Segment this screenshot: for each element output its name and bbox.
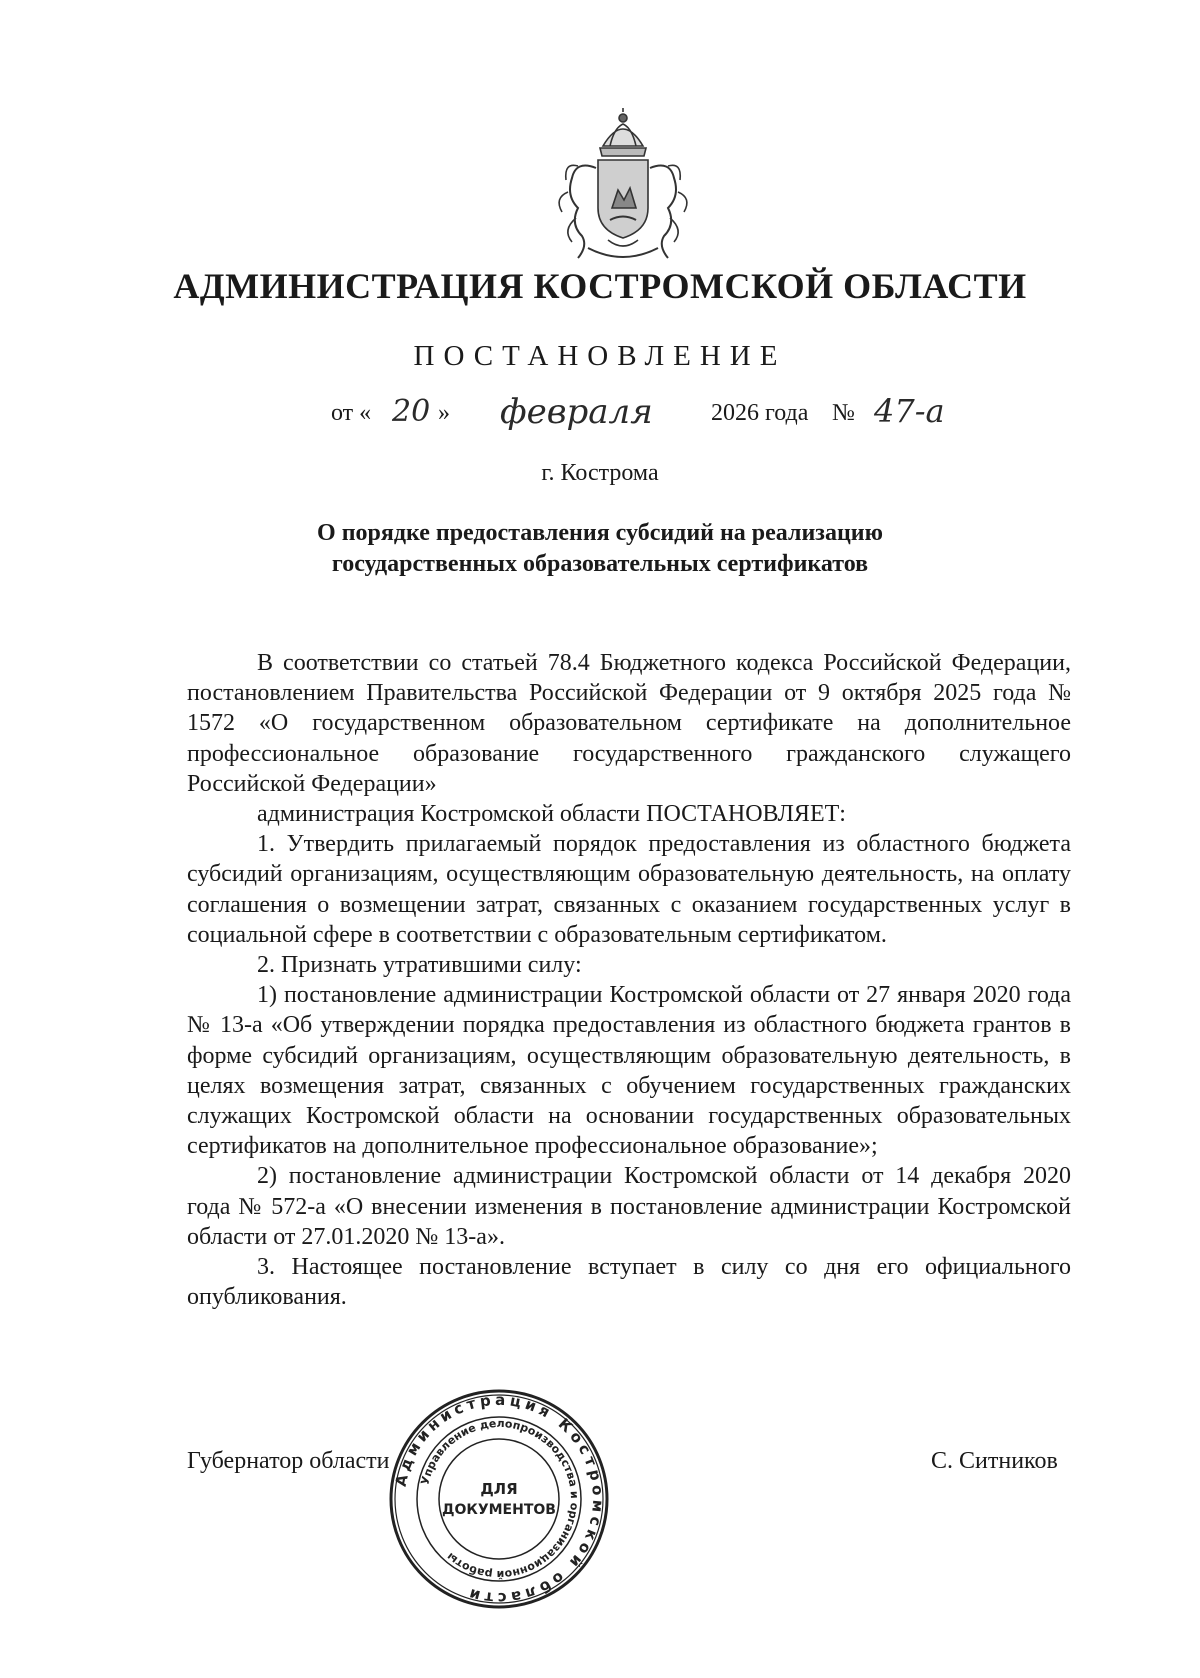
- item-1-paragraph: 1. Утвердить прилагаемый порядок предоставления из областного бюджета субсидий организациям, осуществляющим образовательную деятельность, на оплату соглашения о возмещении затрат, связанных с оказанием государственных услуг в социальной сфере в соответствии с образовательным сертификатом.: [187, 831, 1071, 948]
- document-title: [150, 518, 1050, 580]
- item-2-1-paragraph: 1) постановление администрации Костромской области от 27 января 2020 года № 13-а «Об утверждении порядка предоставления из областного бюджета грантов в форме субсидий организациям, осуществляющим образовательную деятельность, в целях возмещения затрат, связанных с обучением государственных гражданских служащих Костромской области на основании государственных образовательных сертификатов на дополнительное профессиональное образование»;: [187, 982, 1071, 1160]
- document-title-line2: государственных образовательных сертификатов: [331, 551, 869, 577]
- signature-position: Губернатор области: [187, 1448, 390, 1474]
- number-sign: №: [832, 400, 855, 426]
- signature-name: С. Ситников: [931, 1448, 1058, 1474]
- date-day: 20: [392, 394, 431, 429]
- date-prefix: от «: [331, 400, 372, 426]
- official-stamp: [388, 1388, 610, 1610]
- document-body: [187, 648, 1071, 1312]
- item-3-paragraph: 3. Настоящее постановление вступает в силу со дня его официального опубликования.: [187, 1254, 1071, 1311]
- date-quote-close: »: [438, 400, 450, 426]
- stamp-outer-text: Администрация Костромской области: [391, 1390, 608, 1608]
- date-year: 2026 года: [711, 400, 809, 426]
- document-number: 47-а: [874, 392, 945, 430]
- document-type: ПОСТАНОВЛЕНИЕ: [413, 340, 787, 372]
- date-month: февраля: [500, 392, 653, 432]
- stamp-center-line2: ДОКУМЕНТОВ: [442, 1502, 556, 1518]
- city: г. Кострома: [541, 460, 659, 486]
- svg-text:Управление делопроизводства и: [418, 1417, 581, 1581]
- coat-of-arms-icon: [548, 108, 698, 268]
- organization-title: АДМИНИСТРАЦИЯ КОСТРОМСКОЙ ОБЛАСТИ: [173, 266, 1027, 306]
- item-2-2-paragraph: 2) постановление администрации Костромской области от 14 декабря 2020 года № 572-а «О внесении изменения в постановление администрации Костромской области от 27.01.2020 № 13-а».: [187, 1163, 1071, 1250]
- resolves-paragraph: администрация Костромской области ПОСТАНОВЛЯЕТ:: [257, 801, 846, 828]
- date-line: [0, 392, 1200, 448]
- document-title-line1: О порядке предоставления субсидий на реализацию: [317, 520, 883, 546]
- item-2-paragraph: 2. Признать утратившими силу:: [257, 952, 582, 979]
- preamble-paragraph: В соответствии со статьей 78.4 Бюджетного кодекса Российской Федерации, постановлением Правительства Российской Федерации от 9 октября 2025 года № 1572 «О государственном образовательном сертификате на дополнительное профессиональное образование государственного гражданского служащего Российской Федерации»: [187, 650, 1071, 797]
- stamp-center-line1: ДЛЯ: [480, 1480, 518, 1498]
- stamp-inner-text: Управление делопроизводства и организационной работы: [418, 1416, 582, 1582]
